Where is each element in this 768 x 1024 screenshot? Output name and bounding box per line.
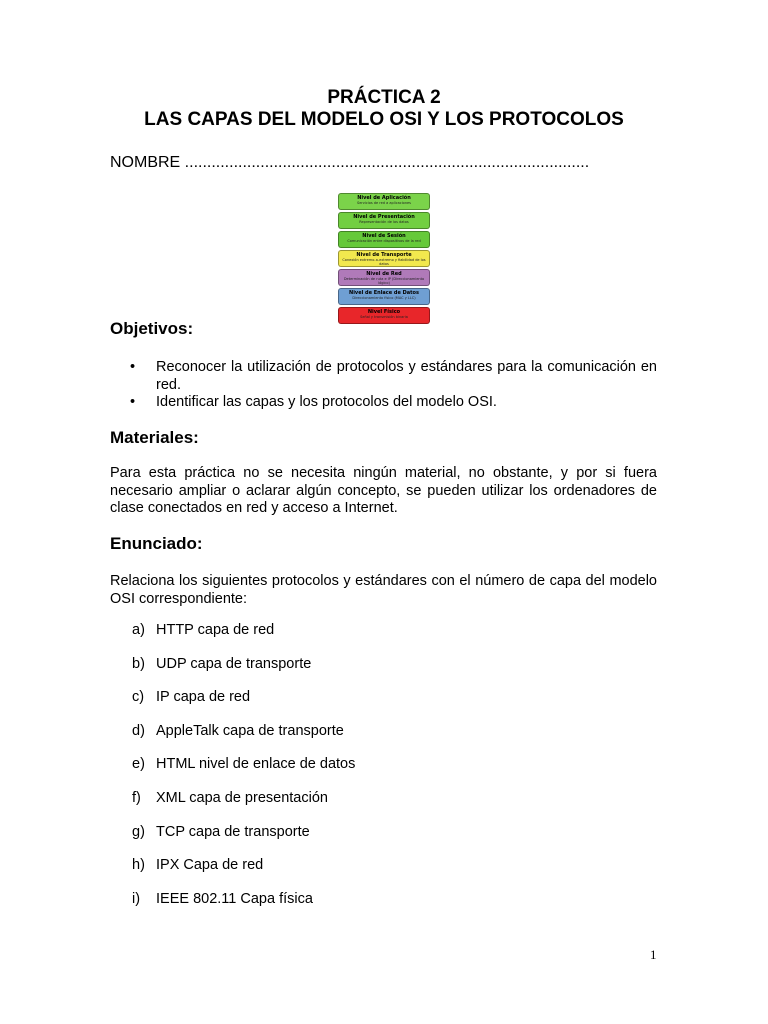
osi-layer-name: Nivel de Sesión bbox=[362, 233, 406, 239]
osi-layer-desc: Servicios de red a aplicaciones bbox=[356, 201, 412, 205]
osi-layer-name: Nivel de Red bbox=[366, 271, 402, 277]
bullet-icon: • bbox=[130, 394, 136, 410]
list-item: c) IP capa de red bbox=[132, 689, 251, 706]
osi-layer bbox=[338, 269, 430, 286]
osi-layer-desc: Determinación de ruta e IP (Direccionamiento lógico) bbox=[343, 277, 425, 285]
objetivos-heading: Objetivos: bbox=[110, 319, 194, 338]
enunciado-text: Relaciona los siguientes protocolos y estándares con el número de capa del modelo OSI correspondiente: bbox=[110, 573, 657, 607]
osi-layer-desc: Representación de los datos bbox=[359, 220, 409, 224]
osi-layer bbox=[338, 288, 430, 305]
materiales-heading: Materiales: bbox=[110, 428, 199, 447]
osi-layer bbox=[338, 193, 430, 210]
protocol-list bbox=[132, 622, 355, 924]
list-item: g) TCP capa de transporte bbox=[132, 823, 310, 840]
osi-layer-name: Nivel de Enlace de Datos bbox=[349, 290, 419, 296]
osi-layer-name: Nivel de Aplicación bbox=[357, 195, 411, 201]
osi-layer-name: Nivel de Transporte bbox=[356, 252, 412, 258]
osi-layer-desc: Conexión extremo-a-extremo y fiabilidad de los datos bbox=[342, 258, 426, 266]
list-item: e) HTML nivel de enlace de datos bbox=[132, 756, 356, 773]
enunciado-heading: Enunciado: bbox=[110, 534, 203, 553]
list-item: • Reconocer la utilización de protocolos y estándares para la comunicación en red. bbox=[130, 359, 657, 393]
osi-layer-name: Nivel Físico bbox=[367, 309, 401, 315]
document-subtitle: LAS CAPAS DEL MODELO OSI Y LOS PROTOCOLOS bbox=[144, 109, 624, 130]
osi-layer-desc: Señal y transmisión binaria bbox=[360, 315, 408, 319]
list-item: h) IPX Capa de red bbox=[132, 857, 264, 874]
materiales-text: Para esta práctica no se necesita ningún material, no obstante, y por si fuera necesario ampliar o aclarar algún concepto, se pueden utilizar los ordenadores de clase conectados en red y acceso a Internet. bbox=[110, 465, 657, 516]
osi-layer bbox=[338, 231, 430, 248]
list-item: a) HTTP capa de red bbox=[132, 622, 275, 638]
osi-layer bbox=[338, 250, 430, 267]
name-field-line: NOMBRE ........................................................................................... bbox=[110, 154, 590, 171]
list-item: f) XML capa de presentación bbox=[132, 789, 328, 806]
page-number: 1 bbox=[650, 947, 657, 962]
objetivos-list bbox=[110, 359, 657, 412]
osi-model-diagram bbox=[338, 193, 430, 326]
osi-layer-name: Nivel de Presentación bbox=[353, 214, 415, 220]
osi-layer-desc: Comunicación entre dispositivos de la red bbox=[347, 239, 421, 243]
osi-layer-desc: Direccionamiento físico (MAC y LLC) bbox=[352, 296, 416, 300]
list-item: i) IEEE 802.11 Capa física bbox=[132, 890, 313, 907]
bullet-icon: • bbox=[130, 359, 136, 375]
list-item: b) UDP capa de transporte bbox=[132, 655, 312, 672]
osi-layer bbox=[338, 307, 430, 324]
list-item: • Identificar las capas y los protocolos del modelo OSI. bbox=[130, 394, 497, 410]
document-title: PRÁCTICA 2 bbox=[327, 87, 441, 108]
osi-layer bbox=[338, 212, 430, 229]
list-item: d) AppleTalk capa de transporte bbox=[132, 722, 344, 739]
